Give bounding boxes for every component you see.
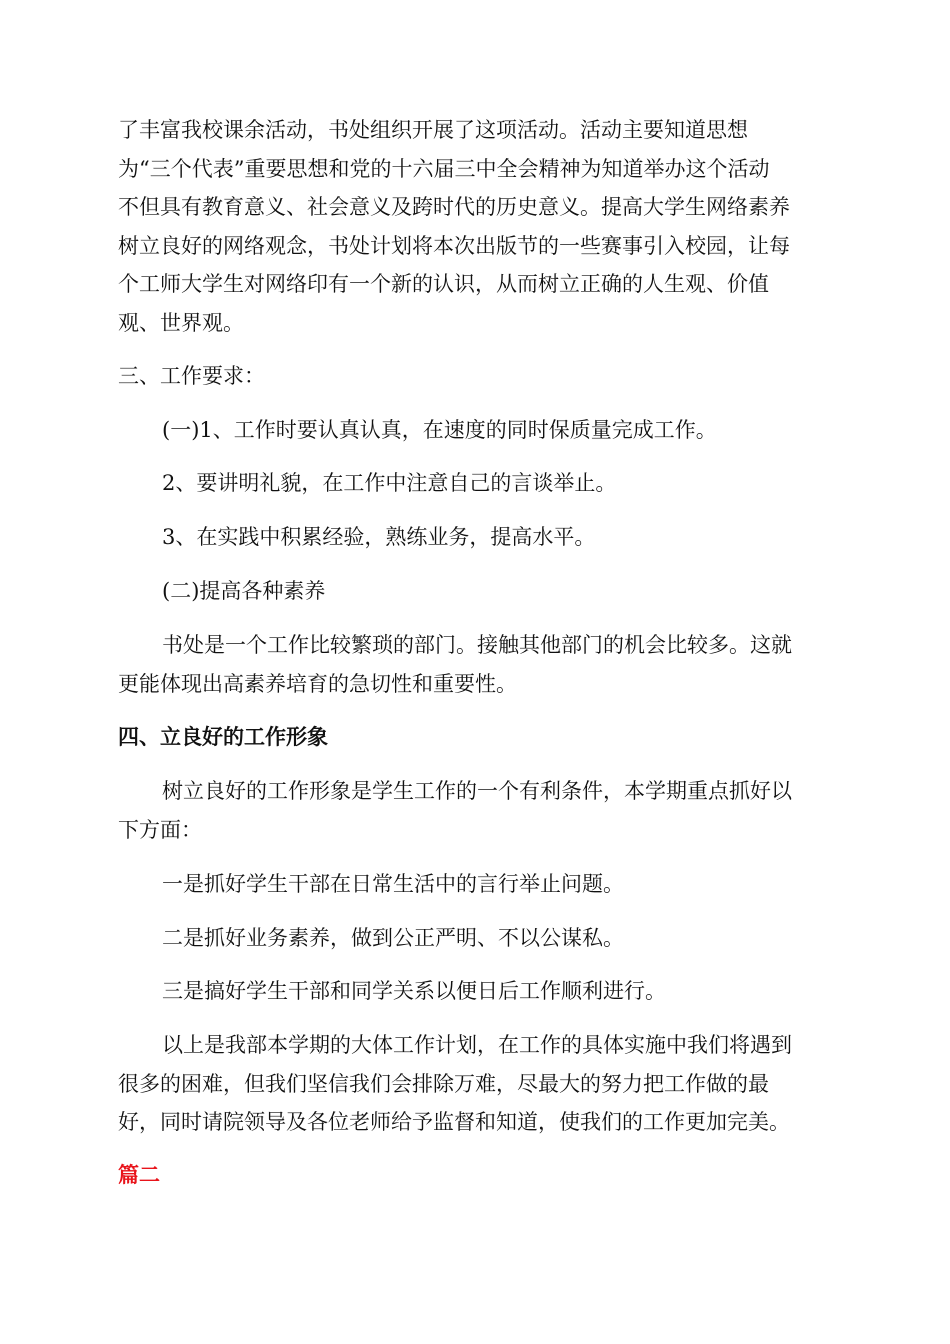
paragraph-office xyxy=(118,626,838,703)
text-line: 书处是一个工作比较繁琐的部门。接触其他部门的机会比较多。这就 xyxy=(162,633,792,657)
point-item-3: 三是搞好学生干部和同学关系以便日后工作顺利进行。 xyxy=(162,979,666,1003)
point-item-2: 二是抓好业务素养，做到公正严明、不以公谋私。 xyxy=(162,926,624,950)
requirement-item-3: 3、在实践中积累经验，熟练业务，提高水平。 xyxy=(162,525,596,549)
section3-heading: 三、工作要求： xyxy=(118,364,265,388)
next-section-title: 篇二 xyxy=(118,1162,160,1187)
text-line: 树立良好的网络观念，书处计划将本次出版节的一些赛事引入校园，让每 xyxy=(118,233,790,258)
paragraph-conclusion xyxy=(118,1026,838,1142)
requirement-item-1: (一)1、工作时要认真认真，在速度的同时保质量完成工作。 xyxy=(162,418,717,442)
text-line: 更能体现出高素养培育的急切性和重要性。 xyxy=(118,671,517,696)
paragraph-image xyxy=(118,772,838,849)
requirement-item-2: 2、要讲明礼貌，在工作中注意自己的言谈举止。 xyxy=(162,471,617,495)
text-line: 下方面： xyxy=(118,817,202,842)
point-item-1: 一是抓好学生干部在日常生活中的言行举止问题。 xyxy=(162,872,624,896)
text-line: 了丰富我校课余活动，书处组织开展了这项活动。活动主要知道思想 xyxy=(118,118,748,142)
text-line: 个工师大学生对网络印有一个新的认识，从而树立正确的人生观、价值 xyxy=(118,272,769,296)
text-line: 为“三个代表”重要思想和党的十六届三中全会精神为知道举办这个活动 xyxy=(118,156,770,181)
subheading-qualities: (二)提高各种素养 xyxy=(162,579,326,603)
text-line: 树立良好的工作形象是学生工作的一个有利条件，本学期重点抓好以 xyxy=(162,779,792,803)
text-line: 以上是我部本学期的大体工作计划，在工作的具体实施中我们将遇到 xyxy=(162,1033,792,1057)
text-line: 不但具有教育意义、社会意义及跨时代的历史意义。提高大学生网络素养 xyxy=(118,195,790,219)
paragraph-intro xyxy=(118,111,838,342)
text-line: 好，同时请院领导及各位老师给予监督和知道，使我们的工作更加完美。 xyxy=(118,1110,790,1134)
text-line: 很多的困难，但我们坚信我们会排除万难，尽最大的努力把工作做的最 xyxy=(118,1071,769,1096)
text-line: 观、世界观。 xyxy=(118,310,244,335)
section4-heading: 四、立良好的工作形象 xyxy=(118,724,328,749)
